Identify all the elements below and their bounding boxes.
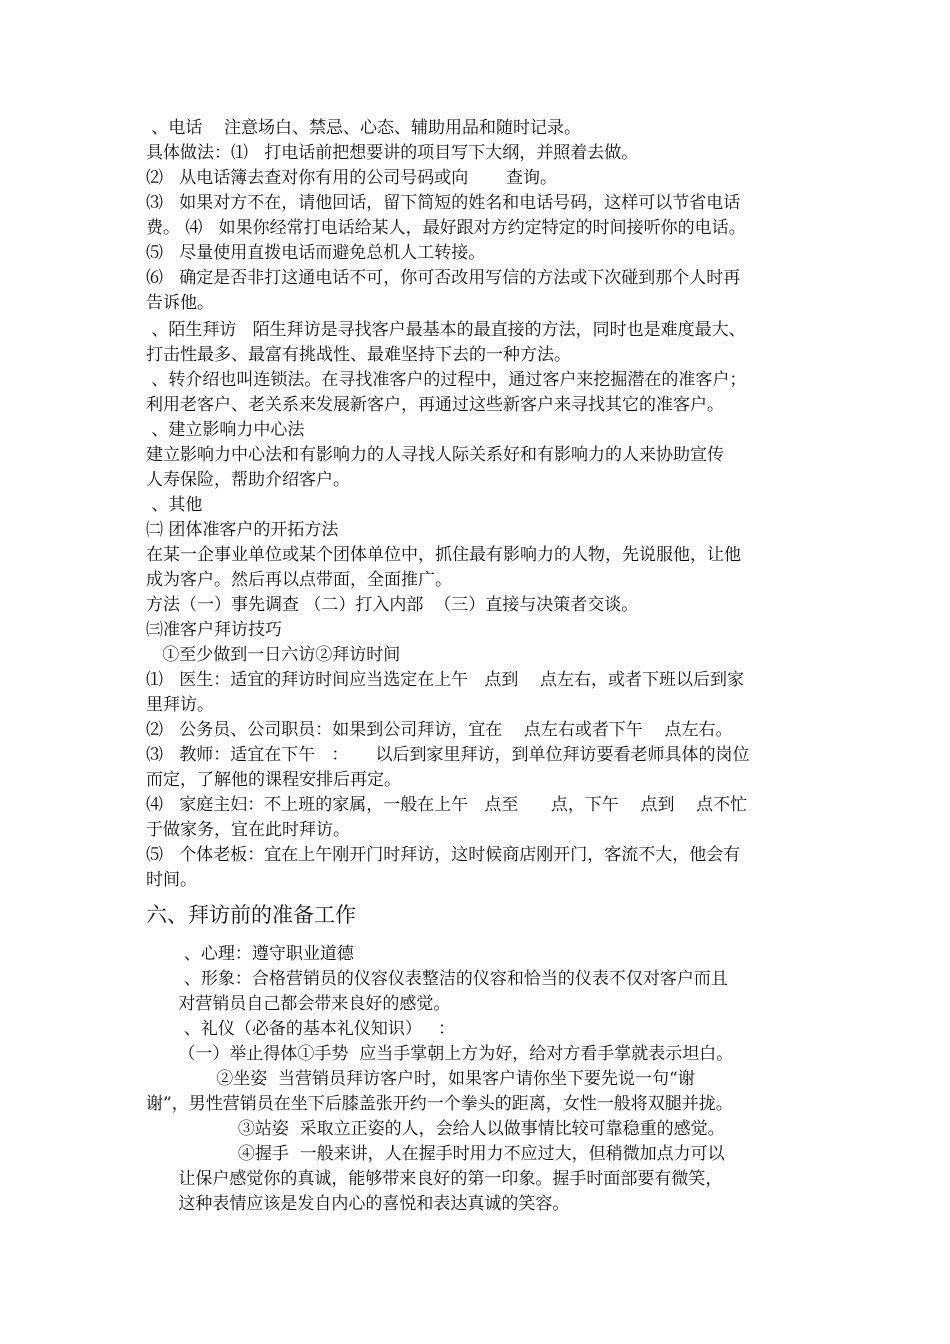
- text-line: ⑹ 确定是否非打这通电话不可，你可否改用写信的方法或下次碰到那个人时再: [146, 268, 741, 288]
- text-line: 、礼仪（必备的基本礼仪知识） ：: [146, 1019, 456, 1039]
- text-line: 、建立影响力中心法: [146, 420, 305, 440]
- text-line: 于做家务，宜在此时拜访。: [146, 820, 350, 840]
- section-heading: 六、拜访前的准备工作: [146, 903, 356, 927]
- text-line: 、陌生拜访 陌生拜访是寻找客户最基本的最直接的方法，同时也是难度最大、: [146, 320, 746, 340]
- text-line: ㈡ 团体准客户的开拓方法: [146, 520, 339, 540]
- text-line: 在某一企事业单位或某个团体单位中，抓住最有影响力的人物，先说服他，让他: [146, 545, 741, 565]
- text-line: ⑶ 教师：适宜在下午 ： 以后到家里拜访，到单位拜访要看老师具体的岗位: [146, 745, 750, 765]
- text-line: 、转介绍也叫连锁法。在寻找准客户的过程中，通过客户来挖掘潜在的准客户；: [146, 370, 747, 390]
- text-line: ⑵ 从电话簿去查对你有用的公司号码或向 查询。: [146, 168, 558, 188]
- text-line: ⑵ 公务员、公司职员：如果到公司拜访，宜在 点左右或者下午 点左右。: [146, 720, 733, 740]
- text-line: ①至少做到一日六访②拜访时间: [146, 645, 401, 665]
- text-line-phone: 、电话 注意场白、禁忌、心态、辅助用品和随时记录。: [146, 118, 582, 138]
- text-line: 成为客户。然后再以点带面，全面推广。: [146, 570, 452, 590]
- text-line: 告诉他。: [146, 293, 214, 313]
- text-line: ⑸ 尽量使用直拨电话而避免总机人工转接。: [146, 243, 486, 263]
- text-line: 对营销员自己都会带来良好的感觉。: [146, 994, 451, 1014]
- text-line: 人寿保险，帮助介绍客户。: [146, 470, 350, 490]
- text-line: ④握手 一般来讲，人在握手时用力不应过大，但稍微加点力可以: [146, 1144, 725, 1164]
- text-line: ⑶ 如果对方不在，请他回话，留下简短的姓名和电话号码，这样可以节省电话: [146, 193, 741, 213]
- text-line: 费。 ⑷ 如果你经常打电话给某人，最好跟对方约定特定的时间接听你的电话。: [146, 218, 746, 238]
- text-line: 时间。: [146, 870, 197, 890]
- text-line: 建立影响力中心法和有影响力的人寻找人际关系好和有影响力的人来协助宣传: [146, 445, 724, 465]
- text-line: ㈢准客户拜访技巧: [146, 620, 282, 640]
- text-line: 具体做法：⑴ 打电话前把想要讲的项目写下大纲，并照着去做。: [146, 143, 639, 163]
- text-line: ⑴ 医生：适宜的拜访时间应当选定在上午 点到 点左右，或者下班以后到家: [146, 670, 745, 690]
- text-line: 让保户感觉你的真诚，能够带来良好的第一印象。握手时面部要有微笑，: [146, 1169, 723, 1189]
- text-line: 谢”，男性营销员在坐下后膝盖张开约一个拳头的距离，女性一般将双腿并拢。: [146, 1094, 733, 1114]
- text-line: （一）举止得体①手势 应当手掌朝上方为好，给对方看手掌就表示坦白。: [146, 1044, 734, 1064]
- text-line: 、心理：遵守职业道德: [146, 944, 354, 964]
- text-line: 方法（一）事先调查 （二）打入内部 （三）直接与决策者交谈。: [146, 595, 639, 615]
- text-line: 利用老客户、老关系来发展新客户，再通过这些新客户来寻找其它的准客户。: [146, 395, 724, 415]
- text-line: 打击性最多、最富有挑战性、最难坚持下去的一种方法。: [146, 345, 571, 365]
- text-line: ⑸ 个体老板：宜在上午刚开门时拜访，这时候商店刚开门，客流不大，他会有: [146, 845, 741, 865]
- text-line: 、形象：合格营销员的仪容仪表整洁的仪容和恰当的仪表不仅对客户而且: [146, 969, 728, 989]
- text-line: 这种表情应该是发自内心的喜悦和表达真诚的笑容。: [146, 1194, 570, 1214]
- text-line: 里拜访。: [146, 695, 214, 715]
- text-line: 、其他: [146, 495, 203, 515]
- text-line: ②坐姿 当营销员拜访客户时，如果客户请你坐下要先说一句“谢: [146, 1069, 695, 1089]
- text-line: ③站姿 采取立正姿的人，会给人以做事情比较可靠稳重的感觉。: [146, 1119, 725, 1139]
- text-line: 而定，了解他的课程安排后再定。: [146, 770, 401, 790]
- text-line: ⑷ 家庭主妇：不上班的家属，一般在上午 点至 点，下午 点到 点不忙: [146, 795, 748, 815]
